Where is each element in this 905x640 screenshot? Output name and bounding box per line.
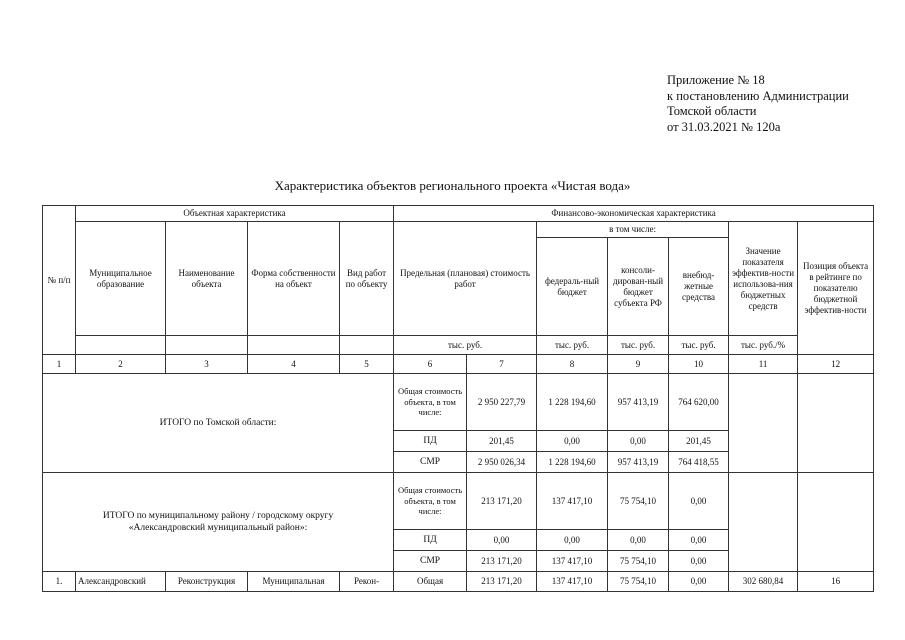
column-number: 11 (729, 355, 798, 374)
cost-federal: 1 228 194,60 (537, 374, 608, 431)
cost-consolidated: 957 413,19 (608, 374, 669, 431)
appendix-line: от 31.03.2021 № 120а (667, 119, 781, 134)
unit-efficiency: тыс. руб./% (729, 336, 798, 355)
column-number: 12 (798, 355, 874, 374)
total-tomsk-label: ИТОГО по Томской области: (43, 374, 394, 473)
document-title: Характеристика объектов регионального проекта «Чистая вода» (274, 178, 631, 193)
header-consolidated: консоли-дирован-ный бюджет субъекта РФ (608, 238, 669, 336)
column-number: 5 (340, 355, 394, 374)
appendix-line: Приложение № 18 (667, 73, 765, 87)
header-including: в том числе: (537, 222, 729, 238)
cost-total: 2 950 026,34 (467, 452, 537, 473)
cost-total: 213 171,20 (467, 572, 537, 592)
object-name: Реконструкция (166, 572, 248, 592)
cost-kind: ПД (394, 530, 467, 551)
header-efficiency: Значение показателя эффектив-ности использова-ния бюджетных средств (729, 222, 798, 336)
header-num: № п/п (43, 206, 76, 355)
header-empty (76, 336, 166, 355)
table-row (43, 572, 874, 592)
cost-total: 201,45 (467, 431, 537, 452)
header-empty (340, 336, 394, 355)
cost-extrabudget: 201,45 (669, 431, 729, 452)
cost-federal: 137 417,10 (537, 572, 608, 592)
cost-kind: СМР (394, 452, 467, 473)
total-district-line: «Александровский муниципальный район»: (128, 523, 308, 533)
cost-consolidated: 0,00 (608, 530, 669, 551)
header-empty (166, 336, 248, 355)
cost-federal: 1 228 194,60 (537, 452, 608, 473)
column-number: 10 (669, 355, 729, 374)
cost-consolidated: 957 413,19 (608, 452, 669, 473)
cost-consolidated: 0,00 (608, 431, 669, 452)
column-number: 9 (608, 355, 669, 374)
header-federal: федераль-ный бюджет (537, 238, 608, 336)
cost-extrabudget: 0,00 (669, 572, 729, 592)
cost-extrabudget: 764 620,00 (669, 374, 729, 431)
cost-consolidated: 75 754,10 (608, 572, 669, 592)
total-district-line: ИТОГО по муниципальному району / городскому округу (102, 511, 334, 521)
cost-total: 2 950 227,79 (467, 374, 537, 431)
header-object-group: Объектная характеристика (76, 206, 394, 222)
cost-total: 0,00 (467, 530, 537, 551)
header-municipality: Муниципальное образование (76, 222, 166, 336)
column-number: 1 (43, 355, 76, 374)
column-number: 2 (76, 355, 166, 374)
cost-federal: 0,00 (537, 431, 608, 452)
objects-table (42, 205, 874, 592)
column-number: 7 (467, 355, 537, 374)
cost-kind: Общая (394, 572, 467, 592)
efficiency-cell (729, 473, 798, 572)
column-number: 4 (248, 355, 340, 374)
header-rating: Позиция объекта в рейтинге по показателю бюджетной эффектив-ности (798, 222, 874, 355)
unit-extrabudget: тыс. руб. (669, 336, 729, 355)
efficiency-cell (729, 374, 798, 473)
header-limit-cost: Предельная (плановая) стоимость работ (394, 222, 537, 336)
cost-federal: 137 417,10 (537, 473, 608, 530)
header-ownership: Форма собственности на объект (248, 222, 340, 336)
header-finance-group: Финансово-экономическая характеристика (394, 206, 874, 222)
cost-kind: ПД (394, 431, 467, 452)
header-object-name: Наименование объекта (166, 222, 248, 336)
object-ownership: Муниципальная (248, 572, 340, 592)
appendix-line: к постановлению Администрации (667, 88, 849, 103)
unit-federal: тыс. руб. (537, 336, 608, 355)
cost-federal: 0,00 (537, 530, 608, 551)
efficiency-value: 302 680,84 (729, 572, 798, 592)
cost-kind: Общая стоимость объекта, в том числе: (394, 374, 467, 431)
cost-extrabudget: 0,00 (669, 551, 729, 572)
appendix-line: Томской области (667, 104, 757, 118)
header-empty (248, 336, 340, 355)
rating-cell (798, 374, 874, 473)
cost-extrabudget: 764 418,55 (669, 452, 729, 473)
column-number: 3 (166, 355, 248, 374)
cost-total: 213 171,20 (467, 551, 537, 572)
object-num: 1. (43, 572, 76, 592)
column-number: 8 (537, 355, 608, 374)
cost-extrabudget: 0,00 (669, 530, 729, 551)
cost-consolidated: 75 754,10 (608, 551, 669, 572)
cost-kind: СМР (394, 551, 467, 572)
cost-kind: Общая стоимость объекта, в том числе: (394, 473, 467, 530)
cost-consolidated: 75 754,10 (608, 473, 669, 530)
total-district-label (43, 473, 394, 572)
object-municipality: Александровский (76, 572, 166, 592)
rating-cell (798, 473, 874, 572)
header-extrabudget: внебюд-жетные средства (669, 238, 729, 336)
column-number: 6 (394, 355, 467, 374)
header-work-type: Вид работ по объекту (340, 222, 394, 336)
unit-limit-cost: тыс. руб. (394, 336, 537, 355)
appendix-note (667, 73, 849, 135)
cost-extrabudget: 0,00 (669, 473, 729, 530)
cost-total: 213 171,20 (467, 473, 537, 530)
cost-federal: 137 417,10 (537, 551, 608, 572)
object-work-type: Рекон- (340, 572, 394, 592)
rating-value: 16 (798, 572, 874, 592)
unit-consolidated: тыс. руб. (608, 336, 669, 355)
